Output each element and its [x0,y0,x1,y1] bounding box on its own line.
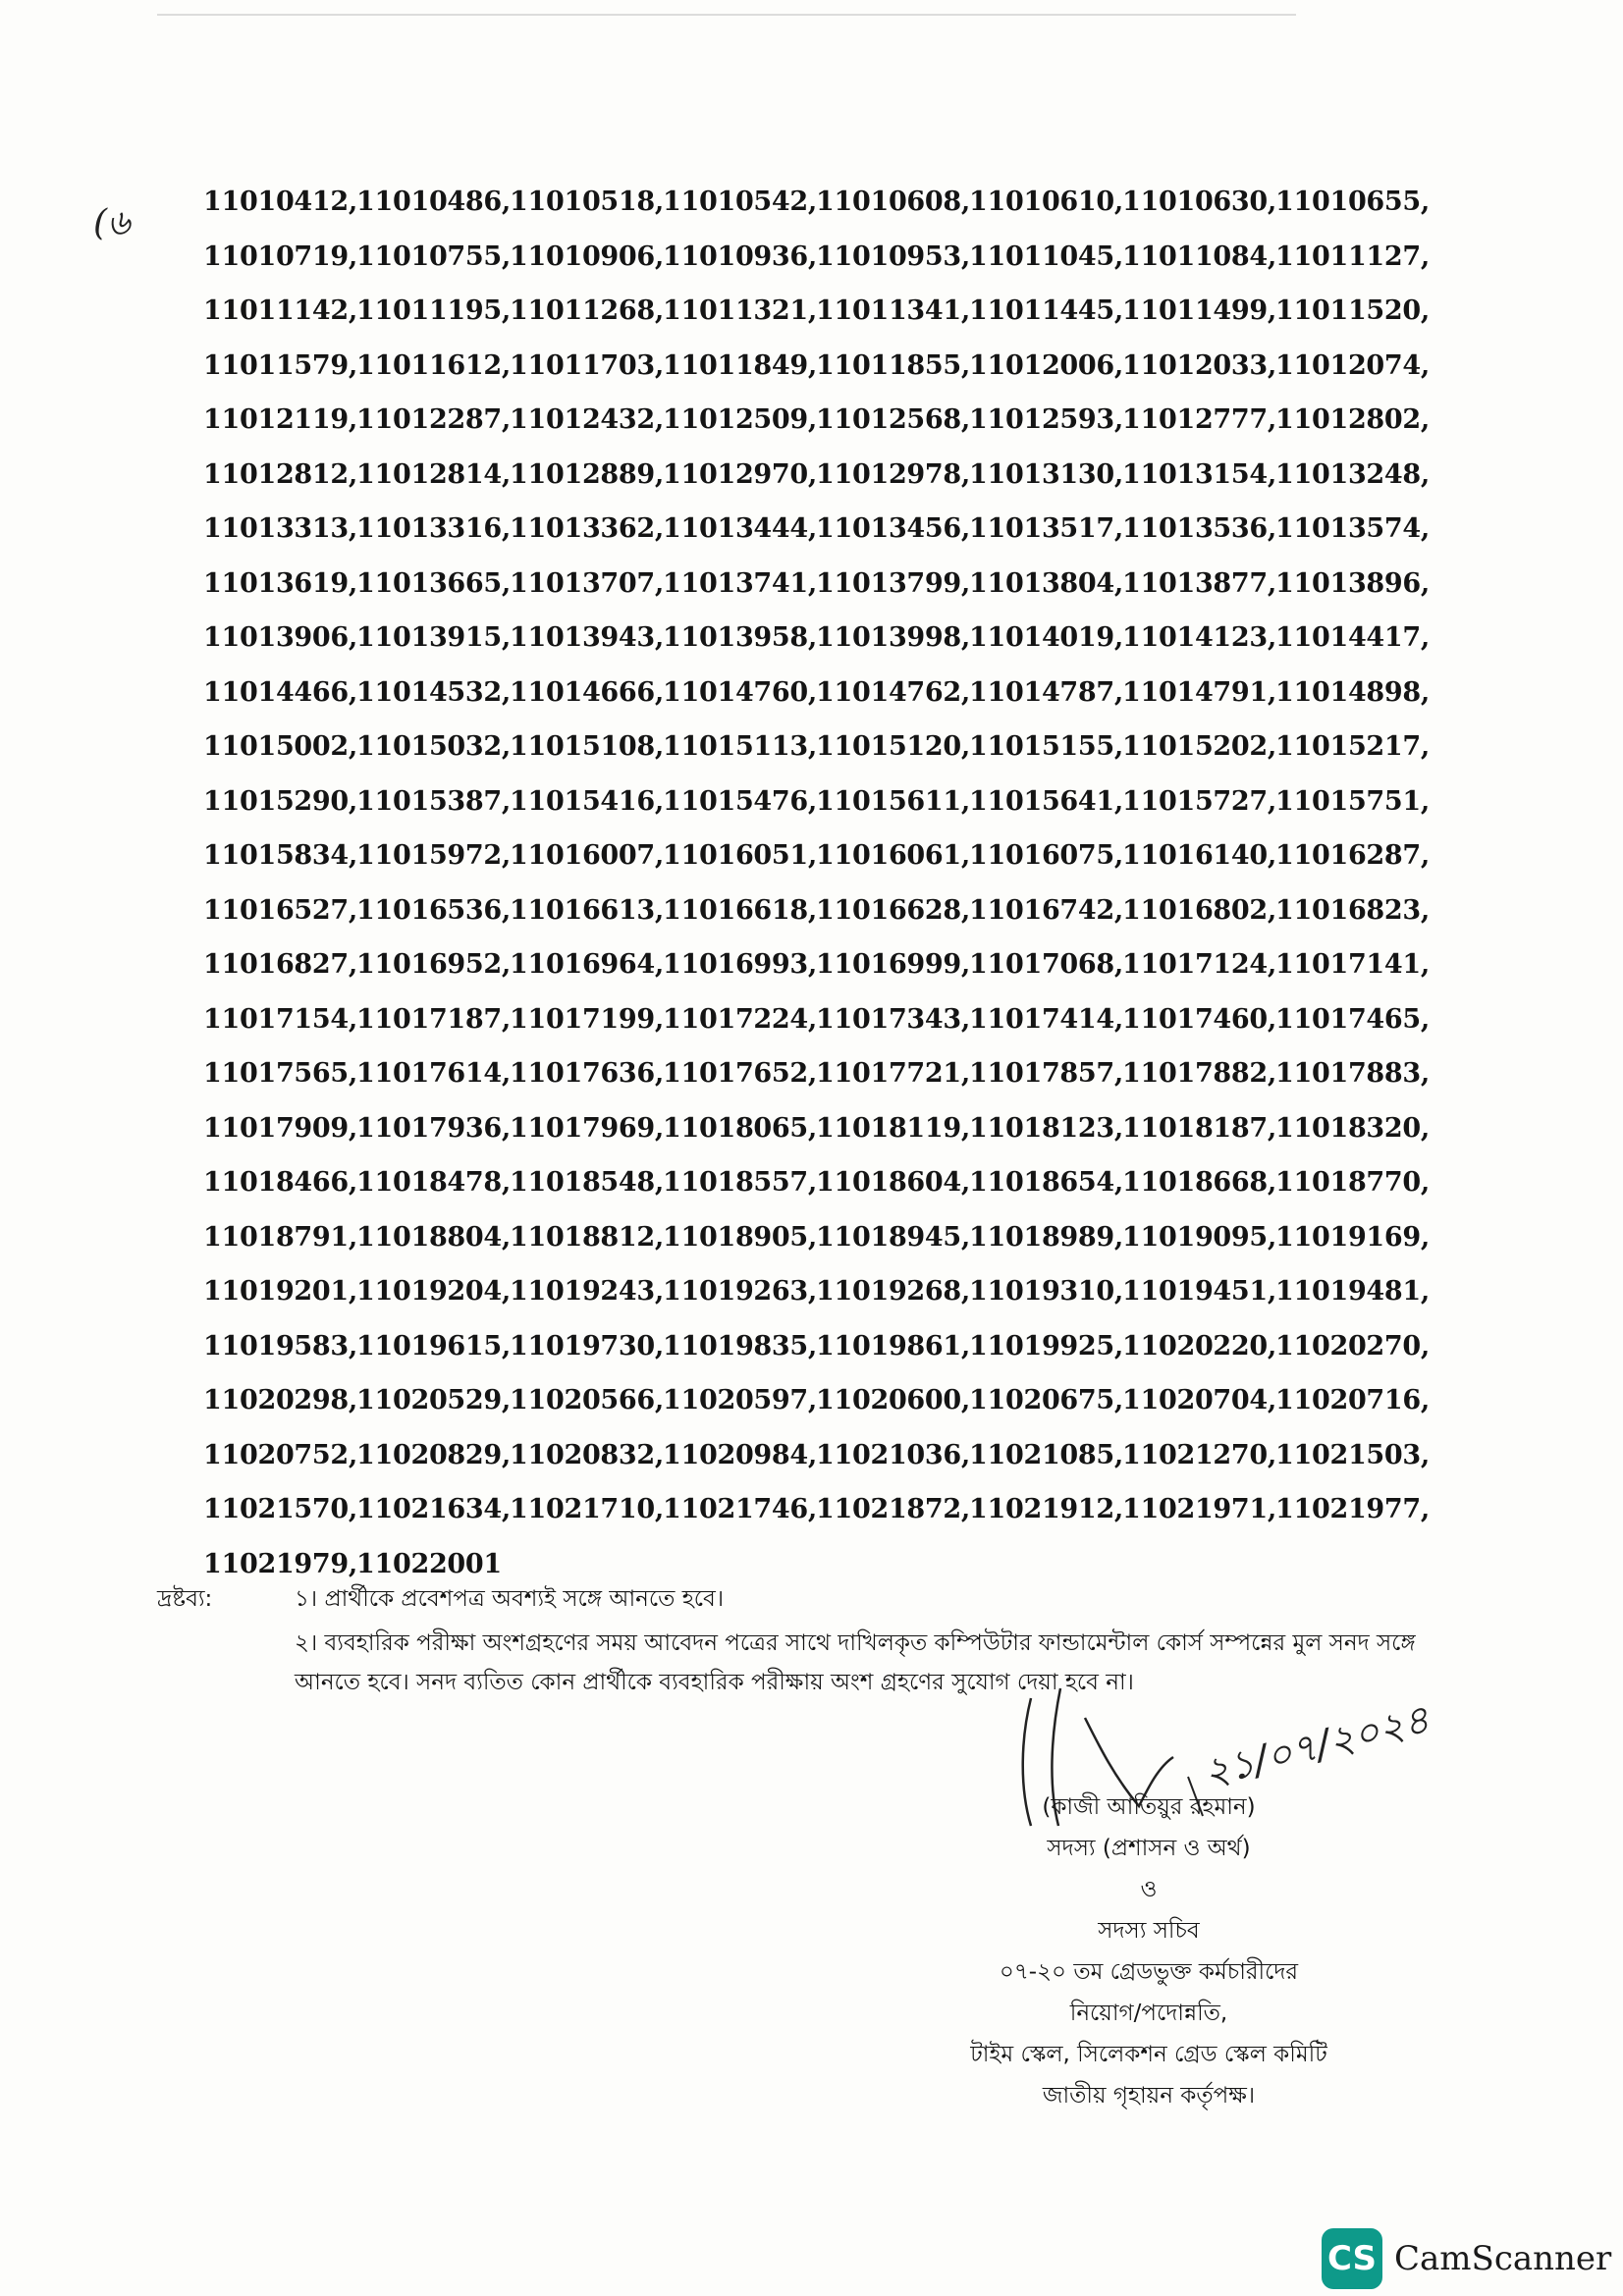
roll-number: 11011268, [510,295,664,327]
committee-line-3: টাইম স্কেল, সিলেকশন গ্রেড স্কেল কমিটি [970,2042,1327,2067]
roll-number: 11013906, [203,622,357,654]
roll-number: 11012593, [969,404,1123,436]
roll-number: 11016964, [510,949,664,981]
roll-number: 11017636, [510,1058,664,1090]
signatory-conj: ও [1140,1877,1158,1902]
roll-number: 11010953, [816,240,970,272]
roll-number: 11015032, [356,731,511,763]
camscanner-text: CamScanner [1394,2239,1612,2278]
roll-number: 11013313, [203,513,357,545]
roll-number: 11015113, [663,731,817,763]
roll-number: 11019243, [510,1276,664,1308]
roll-number: 11019861, [816,1330,970,1362]
roll-number: 11013444, [663,513,817,545]
roll-number: 11016823, [1275,894,1430,926]
roll-number: 11018123, [969,1112,1123,1144]
roll-number: 11010906, [510,240,664,272]
roll-number: 11016287, [1275,840,1430,872]
roll-number: 11017565, [203,1058,357,1090]
roll-number: 11016075, [969,840,1123,872]
roll-row [203,448,1431,503]
roll-number: 11015155, [969,731,1123,763]
roll-number: 11010608, [816,187,970,218]
roll-number: 11020716, [1275,1385,1430,1416]
roll-number: 11020600, [816,1385,970,1416]
roll-number: 11021036, [816,1439,970,1470]
roll-number: 11017936, [356,1112,511,1144]
roll-number: 11017465, [1275,1003,1430,1035]
roll-number: 11012568, [816,404,970,436]
roll-number: 11014762, [816,676,970,708]
roll-number: 11013799, [816,567,970,599]
roll-number: 11016007, [510,840,664,872]
roll-number: 11013877, [1122,567,1276,599]
note-item-1: ১। প্রার্থীকে প্রবেশপত্র অবশ্যই সঙ্গে আনতে হবে। [295,1586,725,1612]
roll-number: 11017460, [1122,1003,1276,1035]
roll-number: 11017882, [1122,1058,1276,1090]
roll-number: 11016051, [663,840,817,872]
roll-number: 11016802, [1122,894,1276,926]
roll-number: 11018478, [356,1167,511,1199]
roll-number: 11013619, [203,567,357,599]
roll-row [203,230,1431,285]
roll-row [203,828,1431,883]
roll-number: 11011084, [1122,240,1276,272]
roll-number: 11010610, [969,187,1123,218]
roll-number: 11021503, [1275,1439,1430,1470]
roll-number: 11013536, [1122,513,1276,545]
roll-number: 11019730, [510,1330,664,1362]
roll-number: 11021912, [969,1494,1123,1525]
roll-number: 11020984, [663,1439,817,1470]
roll-row [203,1428,1431,1483]
scan-top-edge [157,0,1296,16]
committee-line-2: নিয়োগ/পদোন্নতি, [1069,2001,1228,2026]
roll-number: 11020597, [663,1385,817,1416]
roll-number: 11020220, [1122,1330,1276,1362]
roll-number: 11010936, [663,240,817,272]
roll-number: 11014466, [203,676,357,708]
roll-number: 11018604, [816,1167,970,1199]
roll-number: 11017154, [203,1003,357,1035]
roll-number: 11018548, [510,1167,664,1199]
roll-number: 11021977, [1275,1494,1430,1525]
roll-number: 11013316, [356,513,511,545]
roll-number: 11018119, [816,1112,970,1144]
roll-number: 11020566, [510,1385,664,1416]
roll-row [203,774,1431,829]
roll-number: 11021971, [1122,1494,1276,1525]
roll-number: 11016827, [203,949,357,981]
roll-number: 11018654, [969,1167,1123,1199]
roll-number: 11021634, [356,1494,511,1525]
roll-number: 11018065, [663,1112,817,1144]
roll-number: 11019169, [1275,1221,1430,1253]
camscanner-watermark [1322,2228,1611,2289]
roll-number: 11021872, [816,1494,970,1525]
roll-number: 11017124, [1122,949,1276,981]
roll-number: 11015108, [510,731,664,763]
roll-row [203,1264,1431,1319]
roll-number: 11017614, [356,1058,511,1090]
roll-number: 11020832, [510,1439,664,1470]
roll-number: 11018466, [203,1167,357,1199]
signatory-title-2: সদস্য সচিব [1098,1918,1200,1944]
roll-number: 11010412, [203,187,357,218]
roll-number: 11013574, [1275,513,1430,545]
roll-number: 11013362, [510,513,664,545]
roll-number: 11015611, [816,785,970,817]
roll-number: 11015002, [203,731,357,763]
roll-number: 11016993, [663,949,817,981]
roll-number: 11011142, [203,295,357,327]
roll-number: 11014532, [356,676,511,708]
roll-row [203,175,1431,230]
roll-number: 11019835, [663,1330,817,1362]
roll-number: 11016527, [203,894,357,926]
roll-number: 11015972, [356,840,511,872]
roll-number: 11018557, [663,1167,817,1199]
roll-number: 11014791, [1122,676,1276,708]
roll-row [203,557,1431,612]
roll-number: 11019268, [816,1276,970,1308]
roll-number: 11010518, [510,187,664,218]
roll-number: 11011445, [969,295,1123,327]
roll-number: 11013130, [969,458,1123,490]
roll-number: 11013517, [969,513,1123,545]
roll-number: 11016742, [969,894,1123,926]
roll-number: 11011321, [663,295,817,327]
roll-number: 11013707, [510,567,664,599]
roll-number: 11018945, [816,1221,970,1253]
roll-number: 11016628, [816,894,970,926]
roll-number: 11010719, [203,240,357,272]
roll-number: 11016061, [816,840,970,872]
roll-number: 11018812, [510,1221,664,1253]
roll-number: 11020829, [356,1439,511,1470]
roll-number: 11021979, [203,1548,357,1579]
roll-number: 11019451, [1122,1276,1276,1308]
roll-number: 11014123, [1122,622,1276,654]
roll-number: 11011195, [356,295,511,327]
roll-number: 11017199, [510,1003,664,1035]
note-item-2: ২। ব্যবহারিক পরীক্ষা অংশগ্রহণের সময় আবেদন পত্রের সাথে দাখিলকৃত কম্পিউটার ফান্ডামেন্টাল কোর্স সম্পন্নের মুল সনদ সঙ্গে আনতে হবে। সনদ ব্যতিত কোন প্রার্থীকে ব্যবহারিক পরীক্ষায় অংশ গ্রহণের সুযোগ দেয়া হবে না। [295,1630,1416,1695]
roll-row [203,393,1431,448]
roll-row [203,1210,1431,1265]
roll-number: 11017721, [816,1058,970,1090]
roll-number: 11015217, [1275,731,1430,763]
roll-number: 11013154, [1122,458,1276,490]
roll-number: 11018804, [356,1221,511,1253]
roll-number: 11011520, [1275,295,1430,327]
roll-number: 11014666, [510,676,664,708]
roll-row [203,720,1431,774]
roll-number: 11018187, [1122,1112,1276,1144]
roll-number: 11019583, [203,1330,357,1362]
roll-number: 11017343, [816,1003,970,1035]
roll-number: 11014019, [969,622,1123,654]
roll-number: 11012802, [1275,404,1430,436]
roll-number: 11015202, [1122,731,1276,763]
roll-number: 11018668, [1122,1167,1276,1199]
roll-number: 11015290, [203,785,357,817]
roll-number: 11014417, [1275,622,1430,654]
notes-label: দ্রষ্টব্য: [157,1586,213,1612]
roll-number: 11017068, [969,949,1123,981]
roll-number: 11010630, [1122,187,1276,218]
camscanner-logo-icon: CS [1322,2228,1382,2289]
roll-number: 11017224, [663,1003,817,1035]
roll-row [203,284,1431,339]
signatory-name: (কাজী আতিয়ুর রহমান) [1042,1794,1256,1820]
roll-number: 11013998, [816,622,970,654]
roll-number: 11015387, [356,785,511,817]
signatory-title-1: সদস্য (প্রশাসন ও অর্থ) [1047,1836,1251,1861]
roll-number: 11019201, [203,1276,357,1308]
roll-number: 11014760, [663,676,817,708]
roll-number: 11020529, [356,1385,511,1416]
page-marker: (৬ [93,203,131,243]
roll-number: 11014787, [969,676,1123,708]
roll-number: 11016999, [816,949,970,981]
organization-name: জাতীয় গৃহায়ন কর্তৃপক্ষ। [1042,2083,1256,2109]
roll-number: 11017414, [969,1003,1123,1035]
roll-number: 11011127, [1275,240,1430,272]
roll-number: 11018770, [1275,1167,1430,1199]
roll-number-list [203,175,1431,1591]
roll-number: 11011499, [1122,295,1276,327]
roll-number: 11012033, [1122,349,1276,381]
roll-number: 11015120, [816,731,970,763]
roll-number: 11013665, [356,567,511,599]
roll-row [203,1373,1431,1428]
roll-number: 11017857, [969,1058,1123,1090]
roll-number: 11013896, [1275,567,1430,599]
roll-row [203,1046,1431,1101]
roll-number: 11012119, [203,404,357,436]
roll-number: 11015416, [510,785,664,817]
roll-number: 11012812, [203,458,357,490]
roll-number: 11019095, [1122,1221,1276,1253]
roll-number: 11019263, [663,1276,817,1308]
roll-number: 11017141, [1275,949,1430,981]
roll-number: 11022001 [356,1548,502,1579]
roll-row [203,1482,1431,1537]
roll-number: 11019310, [969,1276,1123,1308]
roll-number: 11012889, [510,458,664,490]
roll-number: 11011045, [969,240,1123,272]
committee-line-1: ০৭-২০ তম গ্রেডভুক্ত কর্মচারীদের [999,1959,1299,1985]
roll-number: 11012777, [1122,404,1276,436]
roll-number: 11012006, [969,349,1123,381]
roll-number: 11021270, [1122,1439,1276,1470]
roll-number: 11015751, [1275,785,1430,817]
roll-number: 11019204, [356,1276,511,1308]
roll-number: 11011855, [816,349,970,381]
roll-number: 11017969, [510,1112,664,1144]
roll-number: 11017909, [203,1112,357,1144]
roll-number: 11016140, [1122,840,1276,872]
roll-number: 11012509, [663,404,817,436]
signature-block [913,1787,1384,2116]
roll-number: 11021570, [203,1494,357,1525]
roll-number: 11013915, [356,622,511,654]
roll-number: 11015834, [203,840,357,872]
roll-number: 11010755, [356,240,511,272]
roll-number: 11012432, [510,404,664,436]
roll-number: 11018905, [663,1221,817,1253]
roll-number: 11012970, [663,458,817,490]
roll-number: 11018791, [203,1221,357,1253]
roll-row [203,502,1431,557]
roll-number: 11011612, [356,349,511,381]
roll-number: 11012814, [356,458,511,490]
roll-number: 11019615, [356,1330,511,1362]
roll-number: 11013943, [510,622,664,654]
roll-number: 11020752, [203,1439,357,1470]
roll-number: 11010542, [663,187,817,218]
roll-row [203,666,1431,721]
roll-row [203,1155,1431,1210]
roll-number: 11015641, [969,785,1123,817]
roll-number: 11020704, [1122,1385,1276,1416]
roll-row [203,1101,1431,1156]
roll-number: 11016618, [663,894,817,926]
roll-row [203,1319,1431,1374]
roll-number: 11015476, [663,785,817,817]
roll-number: 11013741, [663,567,817,599]
roll-number: 11012074, [1275,349,1430,381]
roll-number: 11021085, [969,1439,1123,1470]
roll-number: 11016536, [356,894,511,926]
roll-number: 11010655, [1275,187,1430,218]
roll-number: 11017652, [663,1058,817,1090]
roll-number: 11012287, [356,404,511,436]
roll-number: 11011849, [663,349,817,381]
roll-row [203,883,1431,938]
roll-number: 11020675, [969,1385,1123,1416]
roll-row [203,937,1431,992]
roll-number: 11013248, [1275,458,1430,490]
roll-number: 11016952, [356,949,511,981]
roll-row [203,339,1431,394]
roll-number: 11021710, [510,1494,664,1525]
roll-number: 11018989, [969,1221,1123,1253]
roll-number: 11011341, [816,295,970,327]
roll-number: 11013958, [663,622,817,654]
roll-number: 11019481, [1275,1276,1430,1308]
roll-number: 11019925, [969,1330,1123,1362]
roll-number: 11015727, [1122,785,1276,817]
roll-number: 11011703, [510,349,664,381]
roll-number: 11021746, [663,1494,817,1525]
roll-number: 11013804, [969,567,1123,599]
roll-number: 11012978, [816,458,970,490]
roll-number: 11016613, [510,894,664,926]
roll-number: 11011579, [203,349,357,381]
roll-row [203,992,1431,1047]
roll-number: 11014898, [1275,676,1430,708]
roll-number: 11018320, [1275,1112,1430,1144]
roll-number: 11020270, [1275,1330,1430,1362]
signature-date: ২১/০৭/২০২৪ [1199,1696,1434,1796]
roll-number: 11013456, [816,513,970,545]
roll-number: 11010486, [356,187,511,218]
roll-number: 11017883, [1275,1058,1430,1090]
roll-number: 11017187, [356,1003,511,1035]
roll-row [203,611,1431,666]
roll-number: 11020298, [203,1385,357,1416]
